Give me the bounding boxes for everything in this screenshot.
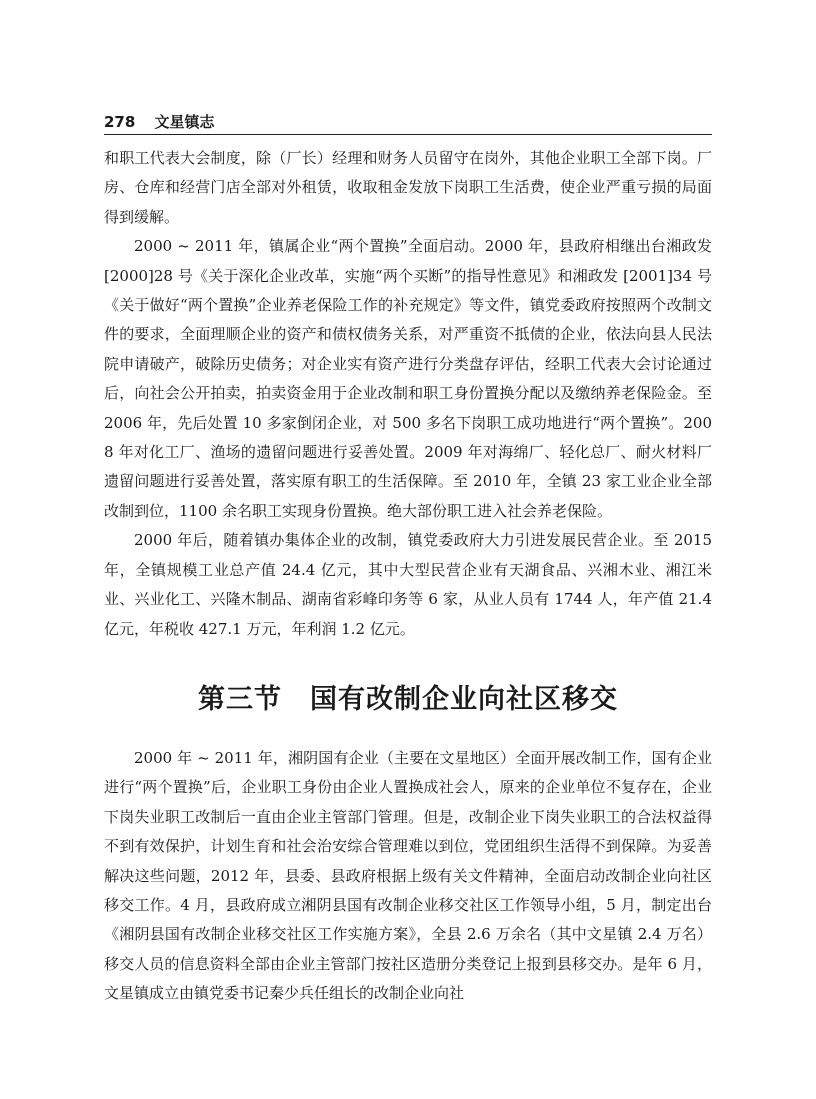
body-text-top — [104, 144, 712, 644]
paragraph: 2000 年后，随着镇办集体企业的改制，镇党委政府大力引进发展民营企业。至 2015 年，全镇规模工业总产值 24.4 亿元，其中大型民营企业有天湖食品、兴湘木业、湘江米业、兴业化工、兴隆木制品、湖南省彩峰印务等 6 家，从业人员有 1744 人，年产值 21.4 亿元，年税收 427.1 万元，年利润 1.2 亿元。 — [104, 531, 712, 638]
paragraph: 2000 年 ~ 2011 年，湘阴国有企业（主要在文星地区）全面开展改制工作，国有企业进行“两个置换”后，企业职工身份由企业人置换成社会人，原来的企业单位不复存在，企业下岗失业职工改制后一直由企业主管部门管理。但是，改制企业下岗失业职工的合法权益得不到有效保护，计划生育和社会治安综合管理难以到位，党团组织生活得不到保障。为妥善解决这些问题，2012 年，县委、县政府根据上级有关文件精神，全面启动改制企业向社区移交工作。4 月，县政府成立湘阴县国有改制企业移交社区工作领导小组，5 月，制定出台《湘阴县国有改制企业移交社区工作实施方案》，全县 2.6 万余名（其中文星镇 2.4 万名）移交人员的信息资料全部由企业主管部门按社区造册分类登记上报到县移交办。是年 6 月，文星镇成立由镇党委书记秦少兵任组长的改制企业向社 — [104, 749, 712, 1003]
section-heading — [104, 680, 712, 720]
page-number: 278 — [104, 113, 136, 131]
paragraph: 和职工代表大会制度，除（厂长）经理和财务人员留守在岗外，其他企业职工全部下岗。厂房、仓库和经营门店全部对外租赁，收取租金发放下岗职工生活费，使企业严重亏损的局面得到缓解。 — [104, 149, 712, 226]
book-title: 文星镇志 — [154, 113, 215, 131]
section-title: 国有改制企业向社区移交 — [310, 684, 618, 715]
paragraph: 2000 ~ 2011 年，镇属企业“两个置换”全面启动。2000 年，县政府相继出台湘政发 [2000]28 号《关于深化企业改革，实施“两个买断”的指导性意见》和湘政发 [2001]34 号《关于做好“两个置换”企业养老保险工作的补充规定》等文件，镇党委政府按照两个改制文件的要求，全面理顺企业的资产和债权债务关系，对严重资不抵债的企业，依法向县人民法院申请破产，破除历史债务；对企业实有资产进行分类盘存评估，经职工代表大会讨论通过后，向社会公开拍卖，拍卖资金用于企业改制和职工身份置换分配以及缴纳养老保险金。至 2006 年，先后处置 10 多家倒闭企业，对 500 多名下岗职工成功地进行“两个置换”。2008 年对化工厂、渔场的遗留问题进行妥善处置。2009 年对海绵厂、轻化总厂、耐火材料厂遗留问题进行妥善处置，落实原有职工的生活保障。至 2010 年，全镇 23 家工业企业全部改制到位，1100 余名职工实现身份置换。绝大部份职工进入社会养老保险。 — [104, 237, 712, 520]
section-number: 第三节 — [198, 684, 282, 715]
body-text-bottom — [104, 744, 712, 1009]
running-header — [104, 112, 712, 135]
